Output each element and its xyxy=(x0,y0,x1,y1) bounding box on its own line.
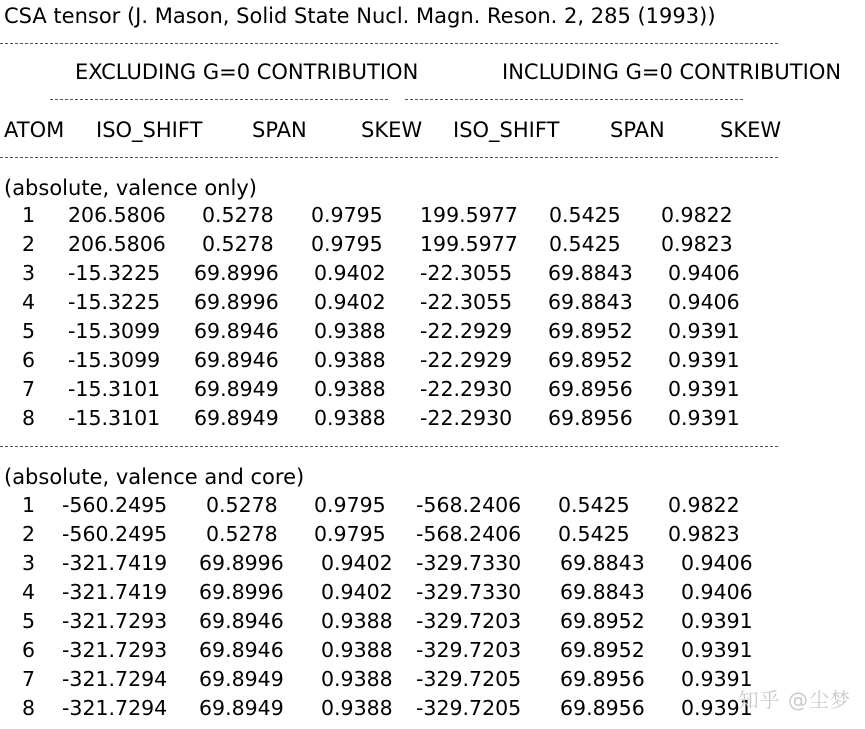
skew-cell: 0.9406 xyxy=(668,290,740,314)
skew-cell: 0.9823 xyxy=(661,232,733,256)
title: CSA tensor (J. Mason, Solid State Nucl. Magn. Reson. 2, 285 (1993)) xyxy=(4,4,716,28)
iso-shift-cell: 206.5806 xyxy=(68,203,166,227)
skew-cell: 0.9402 xyxy=(321,580,393,604)
skew-cell: 0.9406 xyxy=(681,551,753,575)
span-cell: 0.5278 xyxy=(202,232,274,256)
iso-shift-cell: -15.3225 xyxy=(68,261,161,285)
skew-cell: 0.9388 xyxy=(314,406,386,430)
span-cell: 69.8946 xyxy=(194,319,279,343)
column-header-iso-shift: ISO_SHIFT xyxy=(453,118,560,142)
skew-cell: 0.9388 xyxy=(314,348,386,372)
atom-cell: 7 xyxy=(22,667,36,691)
skew-cell: 0.9795 xyxy=(311,232,383,256)
iso-shift-cell: -329.7205 xyxy=(416,667,522,691)
iso-shift-cell: 199.5977 xyxy=(420,203,518,227)
span-cell: 69.8946 xyxy=(199,638,284,662)
skew-cell: 0.9822 xyxy=(668,493,740,517)
group-divider-including xyxy=(405,99,743,100)
skew-cell: 0.9391 xyxy=(668,406,740,430)
span-cell: 0.5425 xyxy=(558,493,630,517)
column-header-atom: ATOM xyxy=(4,118,65,142)
span-cell: 69.8996 xyxy=(199,580,284,604)
span-cell: 69.8949 xyxy=(194,377,279,401)
span-cell: 69.8996 xyxy=(194,290,279,314)
atom-cell: 5 xyxy=(22,319,36,343)
atom-cell: 1 xyxy=(22,493,36,517)
iso-shift-cell: -568.2406 xyxy=(416,493,522,517)
section-divider xyxy=(0,446,778,447)
skew-cell: 0.9406 xyxy=(668,261,740,285)
skew-cell: 0.9822 xyxy=(661,203,733,227)
skew-cell: 0.9391 xyxy=(681,696,753,720)
atom-cell: 8 xyxy=(22,406,36,430)
iso-shift-cell: -15.3101 xyxy=(68,406,161,430)
iso-shift-cell: -22.3055 xyxy=(420,261,513,285)
iso-shift-cell: -22.2929 xyxy=(420,319,513,343)
iso-shift-cell: -22.2929 xyxy=(420,348,513,372)
span-cell: 0.5425 xyxy=(558,522,630,546)
skew-cell: 0.9388 xyxy=(321,696,393,720)
column-header-span: SPAN xyxy=(252,118,307,142)
iso-shift-cell: -321.7293 xyxy=(62,609,168,633)
atom-cell: 2 xyxy=(22,522,36,546)
iso-shift-cell: 199.5977 xyxy=(420,232,518,256)
span-cell: 69.8956 xyxy=(548,406,633,430)
skew-cell: 0.9391 xyxy=(681,667,753,691)
skew-cell: 0.9388 xyxy=(321,667,393,691)
atom-cell: 7 xyxy=(22,377,36,401)
skew-cell: 0.9391 xyxy=(668,348,740,372)
span-cell: 69.8843 xyxy=(560,580,645,604)
column-header-iso-shift: ISO_SHIFT xyxy=(96,118,203,142)
atom-cell: 3 xyxy=(22,551,36,575)
iso-shift-cell: -15.3225 xyxy=(68,290,161,314)
iso-shift-cell: -321.7293 xyxy=(62,638,168,662)
iso-shift-cell: -329.7203 xyxy=(416,609,522,633)
header-divider xyxy=(0,157,778,158)
span-cell: 69.8952 xyxy=(548,348,633,372)
span-cell: 69.8949 xyxy=(199,696,284,720)
atom-cell: 1 xyxy=(22,203,36,227)
iso-shift-cell: -22.3055 xyxy=(420,290,513,314)
span-cell: 0.5425 xyxy=(549,232,621,256)
skew-cell: 0.9388 xyxy=(314,377,386,401)
skew-cell: 0.9388 xyxy=(321,638,393,662)
skew-cell: 0.9795 xyxy=(314,522,386,546)
skew-cell: 0.9391 xyxy=(668,377,740,401)
iso-shift-cell: 206.5806 xyxy=(68,232,166,256)
skew-cell: 0.9795 xyxy=(311,203,383,227)
span-cell: 69.8956 xyxy=(560,696,645,720)
group-header-including: INCLUDING G=0 CONTRIBUTION xyxy=(502,60,842,84)
skew-cell: 0.9391 xyxy=(668,319,740,343)
span-cell: 69.8996 xyxy=(199,551,284,575)
iso-shift-cell: -560.2495 xyxy=(62,493,168,517)
iso-shift-cell: -329.7205 xyxy=(416,696,522,720)
iso-shift-cell: -560.2495 xyxy=(62,522,168,546)
span-cell: 69.8843 xyxy=(548,290,633,314)
span-cell: 0.5278 xyxy=(206,493,278,517)
span-cell: 0.5425 xyxy=(549,203,621,227)
atom-cell: 2 xyxy=(22,232,36,256)
atom-cell: 4 xyxy=(22,580,36,604)
span-cell: 0.5278 xyxy=(206,522,278,546)
skew-cell: 0.9402 xyxy=(314,290,386,314)
iso-shift-cell: -321.7294 xyxy=(62,696,168,720)
span-cell: 69.8956 xyxy=(560,667,645,691)
span-cell: 69.8996 xyxy=(194,261,279,285)
atom-cell: 6 xyxy=(22,348,36,372)
iso-shift-cell: -329.7203 xyxy=(416,638,522,662)
span-cell: 69.8952 xyxy=(560,638,645,662)
column-header-span: SPAN xyxy=(610,118,665,142)
group-header-excluding: EXCLUDING G=0 CONTRIBUTION xyxy=(75,60,419,84)
skew-cell: 0.9402 xyxy=(314,261,386,285)
skew-cell: 0.9402 xyxy=(321,551,393,575)
skew-cell: 0.9391 xyxy=(681,609,753,633)
iso-shift-cell: -15.3101 xyxy=(68,377,161,401)
iso-shift-cell: -568.2406 xyxy=(416,522,522,546)
span-cell: 69.8946 xyxy=(199,609,284,633)
span-cell: 69.8949 xyxy=(199,667,284,691)
section-label: (absolute, valence only) xyxy=(4,176,257,200)
iso-shift-cell: -15.3099 xyxy=(68,348,161,372)
span-cell: 69.8843 xyxy=(560,551,645,575)
iso-shift-cell: -22.2930 xyxy=(420,406,513,430)
skew-cell: 0.9795 xyxy=(314,493,386,517)
iso-shift-cell: -329.7330 xyxy=(416,551,522,575)
span-cell: 69.8946 xyxy=(194,348,279,372)
skew-cell: 0.9388 xyxy=(314,319,386,343)
atom-cell: 3 xyxy=(22,261,36,285)
atom-cell: 4 xyxy=(22,290,36,314)
iso-shift-cell: -15.3099 xyxy=(68,319,161,343)
iso-shift-cell: -321.7419 xyxy=(62,580,168,604)
span-cell: 0.5278 xyxy=(202,203,274,227)
group-divider-excluding xyxy=(50,99,388,100)
span-cell: 69.8843 xyxy=(548,261,633,285)
iso-shift-cell: -321.7419 xyxy=(62,551,168,575)
column-header-skew: SKEW xyxy=(361,118,423,142)
span-cell: 69.8949 xyxy=(194,406,279,430)
skew-cell: 0.9823 xyxy=(668,522,740,546)
span-cell: 69.8956 xyxy=(548,377,633,401)
atom-cell: 8 xyxy=(22,696,36,720)
watermark: 知乎 @尘梦 xyxy=(738,688,851,712)
section-label: (absolute, valence and core) xyxy=(4,465,305,489)
atom-cell: 5 xyxy=(22,609,36,633)
skew-cell: 0.9406 xyxy=(681,580,753,604)
column-header-skew: SKEW xyxy=(720,118,782,142)
iso-shift-cell: -329.7330 xyxy=(416,580,522,604)
iso-shift-cell: -22.2930 xyxy=(420,377,513,401)
atom-cell: 6 xyxy=(22,638,36,662)
skew-cell: 0.9391 xyxy=(681,638,753,662)
span-cell: 69.8952 xyxy=(548,319,633,343)
span-cell: 69.8952 xyxy=(560,609,645,633)
iso-shift-cell: -321.7294 xyxy=(62,667,168,691)
skew-cell: 0.9388 xyxy=(321,609,393,633)
top-divider xyxy=(0,43,778,44)
